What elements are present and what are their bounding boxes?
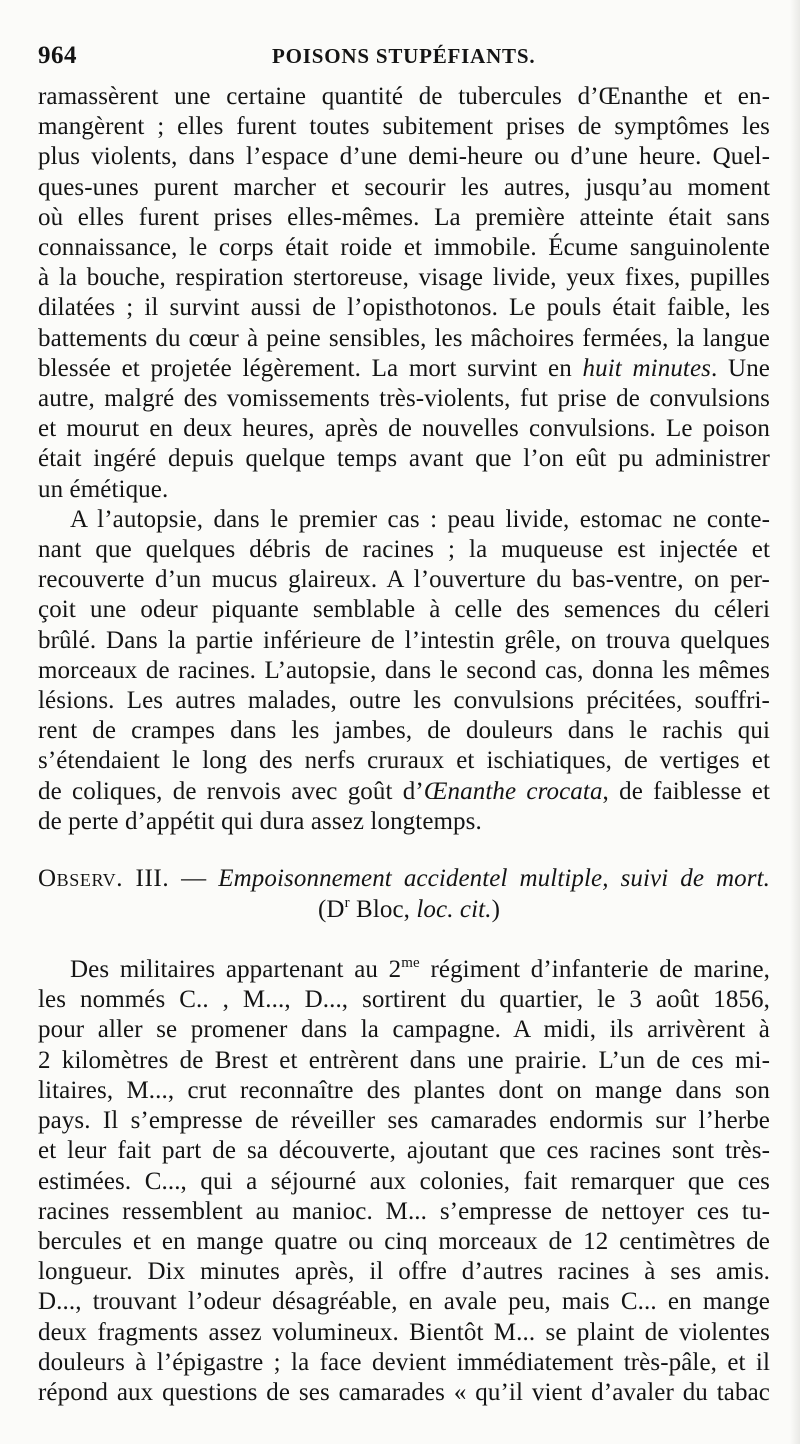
text-line: était ingéré depuis quelque temps avant que l’on eût pu administrer (38, 445, 770, 473)
text-line: lésions. Les autres malades, outre les convulsions précitées, souffri- (38, 687, 770, 715)
text-line: autre, malgré des vomissements très-violents, fut prise de convulsions (38, 385, 770, 413)
text-segment: régiment d’infanterie de marine, (419, 956, 770, 984)
running-title: POISONS STUPÉFIANTS. (272, 44, 536, 68)
paragraph-observation (38, 955, 770, 1408)
text-line-with-italic (38, 777, 770, 807)
text-line: répond aux questions de ses camarades « qu’il vient d’avaler du tabac (38, 1378, 770, 1406)
observation-title-line (38, 863, 770, 894)
main-text (38, 82, 770, 1408)
text-line: plus violents, dans l’espace d’une demi-heure ou d’une heure. Quel- (38, 143, 770, 171)
observation-title: Empoisonnement accidentel multiple, suivi de mort. (218, 865, 771, 893)
text-line: ques-unes purent marcher et secourir les autres, jusqu’au moment (38, 173, 770, 201)
reference-author: Bloc, (349, 896, 417, 924)
text-line: deux fragments assez volumineux. Bientôt M... se plaint de violentes (38, 1318, 770, 1346)
text-line: çoit une odeur piquante semblable à celle des semences du céleri (38, 596, 770, 624)
text-line: mangèrent ; elles furent toutes subitement prises de symptômes les (38, 113, 770, 141)
italic-phrase: huit minutes (582, 354, 711, 382)
reference-open: (D (318, 896, 345, 924)
observation-heading (38, 863, 770, 925)
text-segment: Des militaires appartenant au 2 (70, 956, 402, 984)
text-line: litaires, M..., crut reconnaître des plantes dont on mange dans son (38, 1076, 770, 1104)
observation-label: Observ. III. (38, 865, 170, 893)
text-line: racines ressemblent au manioc. M... s’empresse de nettoyer ces tu- (38, 1197, 770, 1225)
text-line: un émétique. (38, 475, 169, 503)
text-line: connaissance, le corps était roide et immobile. Écume sanguinolente (38, 234, 770, 262)
observation-dash: — (181, 865, 207, 893)
page-number: 964 (38, 42, 77, 69)
text-line: recouverte d’un mucus glaireux. A l’ouverture du bas-ventre, on per- (38, 566, 770, 594)
text-line: brûlé. Dans la partie inférieure de l’intestin grêle, on trouva quelques (38, 626, 770, 654)
text-line: battements du cœur à peine sensibles, les mâchoires fermées, la langue (38, 324, 770, 352)
reference-superscript: r (344, 895, 350, 912)
text-line: bercules et en mange quatre ou cinq morceaux de 12 centimètres de (38, 1227, 770, 1255)
text-line: ramassèrent une certaine quantité de tubercules d’Œnanthe et en- (38, 83, 770, 110)
text-line: douleurs à l’épigastre ; la face devient immédiatement très-pâle, et il (38, 1348, 770, 1376)
text-line: à la bouche, respiration stertoreuse, visage livide, yeux fixes, pupilles (38, 264, 770, 292)
page-edge-shadow (790, 0, 800, 1444)
spacer (38, 925, 770, 955)
text-line: 2 kilomètres de Brest et entrèrent dans une prairie. L’un de ces mi- (38, 1046, 770, 1074)
text-line: et mourut en deux heures, après de nouvelles convulsions. Le poison (38, 415, 770, 443)
text-line: rent de crampes dans les jambes, de douleurs dans le rachis qui (38, 717, 770, 745)
text-line: longueur. Dix minutes après, il offre d’autres racines à ses amis. (38, 1258, 770, 1286)
text-line: dilatées ; il survint aussi de l’opisthotonos. Le pouls était faible, les (38, 294, 770, 322)
text-line: où elles furent prises elles-mêmes. La première atteinte était sans (38, 203, 770, 231)
text-line: et leur fait part de sa découverte, ajoutant que ces racines sont très- (38, 1137, 770, 1165)
text-segment: blessée et projetée légèrement. La mort survint en (38, 354, 572, 382)
italic-phrase: Œnanthe crocata (423, 777, 603, 805)
text-line: pour aller se promener dans la campagne. A midi, ils arrivèrent à (38, 1016, 770, 1044)
text-line: s’étendaient le long des nerfs cruraux et ischiatiques, de vertiges et (38, 747, 770, 775)
text-segment: . Une (711, 354, 770, 382)
running-header (38, 30, 770, 82)
reference-loc-cit: loc. cit. (416, 896, 492, 924)
spacer (38, 837, 770, 863)
text-line: D..., trouvant l’odeur désagréable, en avale peu, mais C... en mange (38, 1288, 770, 1316)
text-line: nant que quelques débris de racines ; la muqueuse est injectée et (38, 536, 770, 564)
text-line: A l’autopsie, dans le premier cas : peau livide, estomac ne conte- (70, 505, 770, 533)
text-line: estimées. C..., qui a séjourné aux colonies, fait remarquer que ces (38, 1167, 770, 1195)
text-segment: de coliques, de renvois avec goût d’ (38, 777, 424, 805)
text-line-with-italic (38, 354, 770, 384)
superscript: me (401, 955, 420, 972)
text-line: pays. Il s’empresse de réveiller ses camarades endormis sur l’herbe (38, 1107, 770, 1135)
text-line: les nommés C.. , M..., D..., sortirent du quartier, le 3 août 1856, (38, 986, 770, 1014)
observation-reference (38, 894, 770, 925)
text-line: de perte d’appétit qui dura assez longtemps. (38, 807, 482, 835)
paragraph-continuation (38, 82, 770, 505)
reference-close: ) (491, 896, 500, 924)
paragraph-autopsy (38, 505, 770, 837)
text-segment: , de faiblesse et (602, 777, 771, 805)
text-line: morceaux de racines. L’autopsie, dans le second cas, donna les mêmes (38, 656, 770, 684)
text-line-with-superscript (38, 955, 770, 985)
